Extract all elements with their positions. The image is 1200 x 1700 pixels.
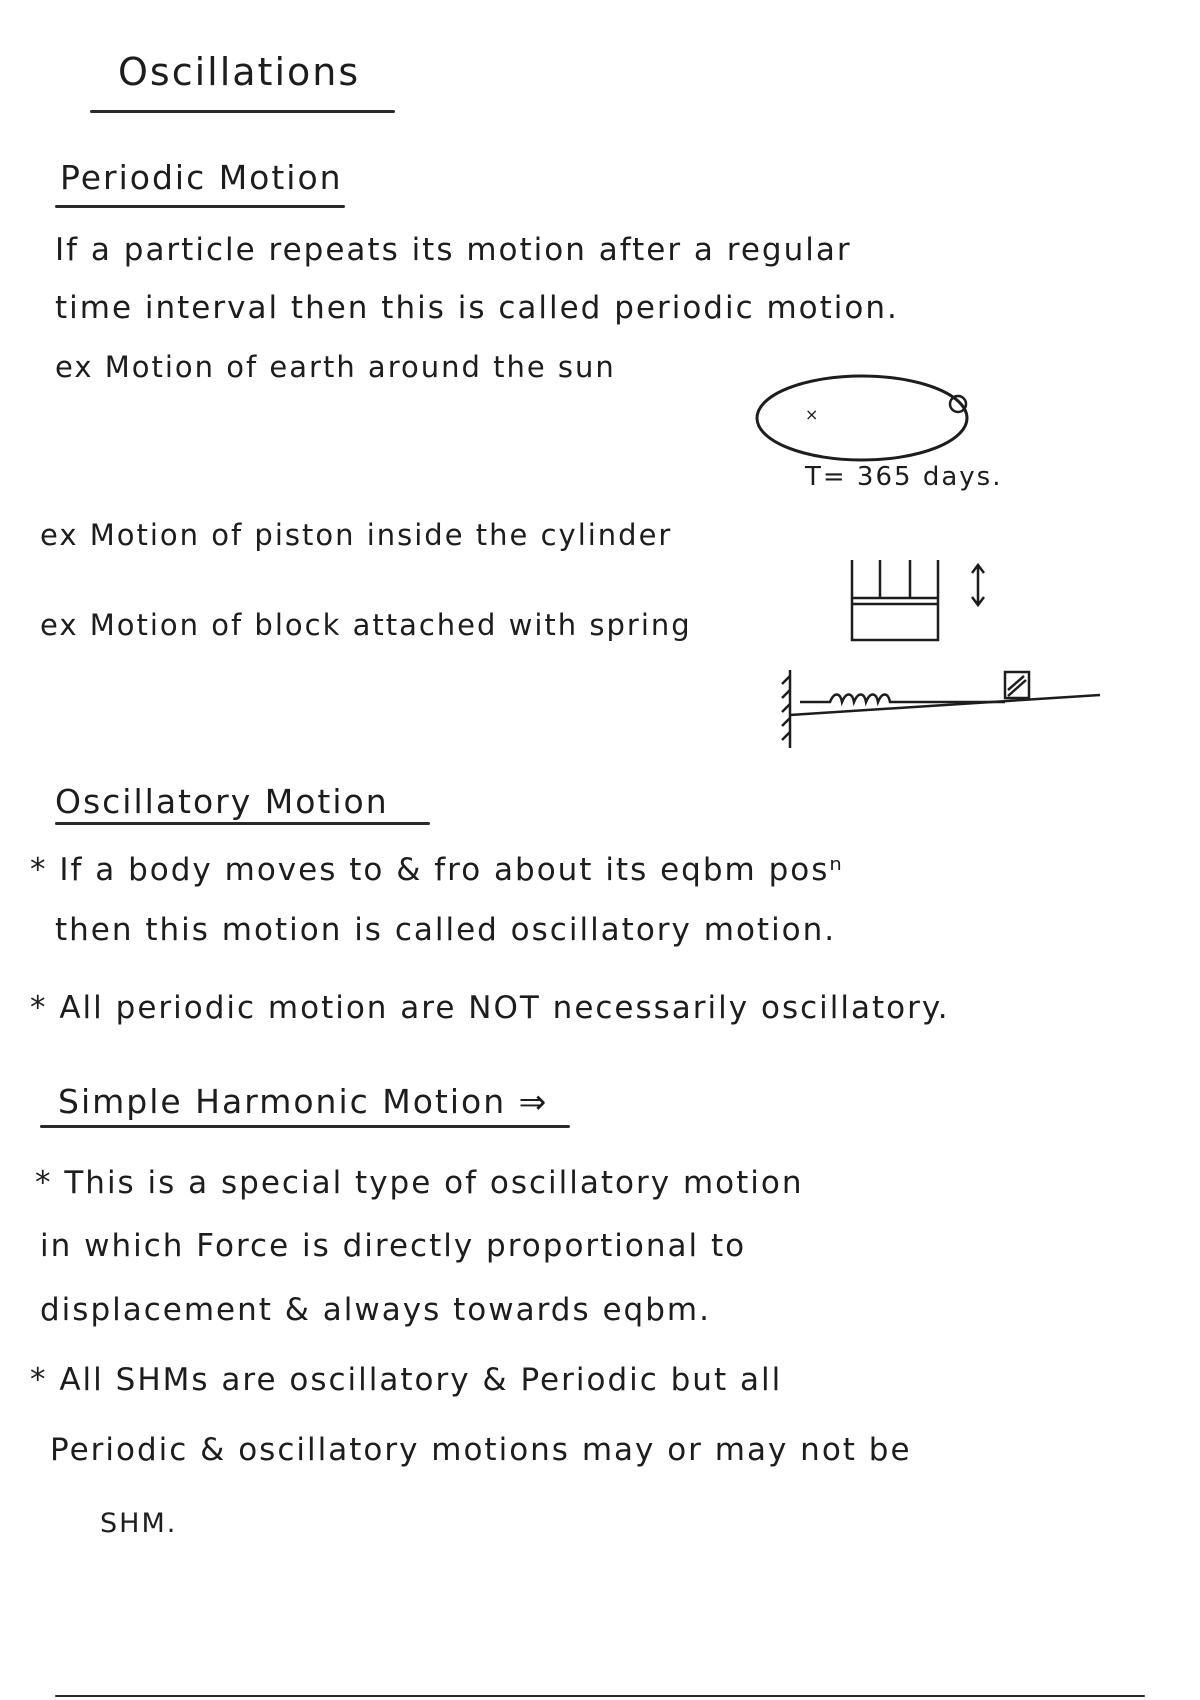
example-earth: ex Motion of earth around the sun — [55, 350, 616, 384]
orbit-period-label: T= 365 days. — [805, 462, 1003, 492]
piston-cylinder-diagram — [852, 560, 984, 640]
shm-heading: Simple Harmonic Motion ⇒ — [58, 1082, 549, 1121]
oscillatory-line1: * If a body moves to & fro about its eqbm posⁿ — [30, 852, 844, 888]
shm-line2: in which Force is directly proportional to — [40, 1228, 747, 1264]
spring-block-diagram — [782, 670, 1100, 748]
shm-line4: * All SHMs are oscillatory & Periodic but all — [30, 1362, 783, 1398]
shm-line1: * This is a special type of oscillatory motion — [35, 1165, 804, 1201]
oscillatory-heading: Oscillatory Motion — [55, 782, 389, 821]
example-spring: ex Motion of block attached with spring — [40, 608, 692, 642]
page-title: Oscillations — [118, 50, 361, 94]
periodic-def-line1: If a particle repeats its motion after a regular — [55, 232, 852, 268]
page-bottom-rule — [55, 1695, 1145, 1697]
oscillatory-line2: then this motion is called oscillatory motion. — [55, 912, 837, 948]
periodic-heading: Periodic Motion — [60, 158, 343, 197]
oscillatory-line3: * All periodic motion are NOT necessarily oscillatory. — [30, 990, 950, 1026]
orbit-diagram — [757, 376, 967, 460]
shm-underline — [40, 1125, 570, 1128]
svg-text:×: × — [805, 405, 819, 424]
periodic-def-line2: time interval then this is called periodic motion. — [55, 290, 899, 326]
oscillatory-underline — [55, 822, 430, 825]
example-piston: ex Motion of piston inside the cylinder — [40, 518, 673, 552]
shm-line5: Periodic & oscillatory motions may or may not be — [50, 1432, 912, 1468]
shm-line6: SHM. — [100, 1508, 178, 1539]
shm-line3: displacement & always towards eqbm. — [40, 1292, 711, 1328]
